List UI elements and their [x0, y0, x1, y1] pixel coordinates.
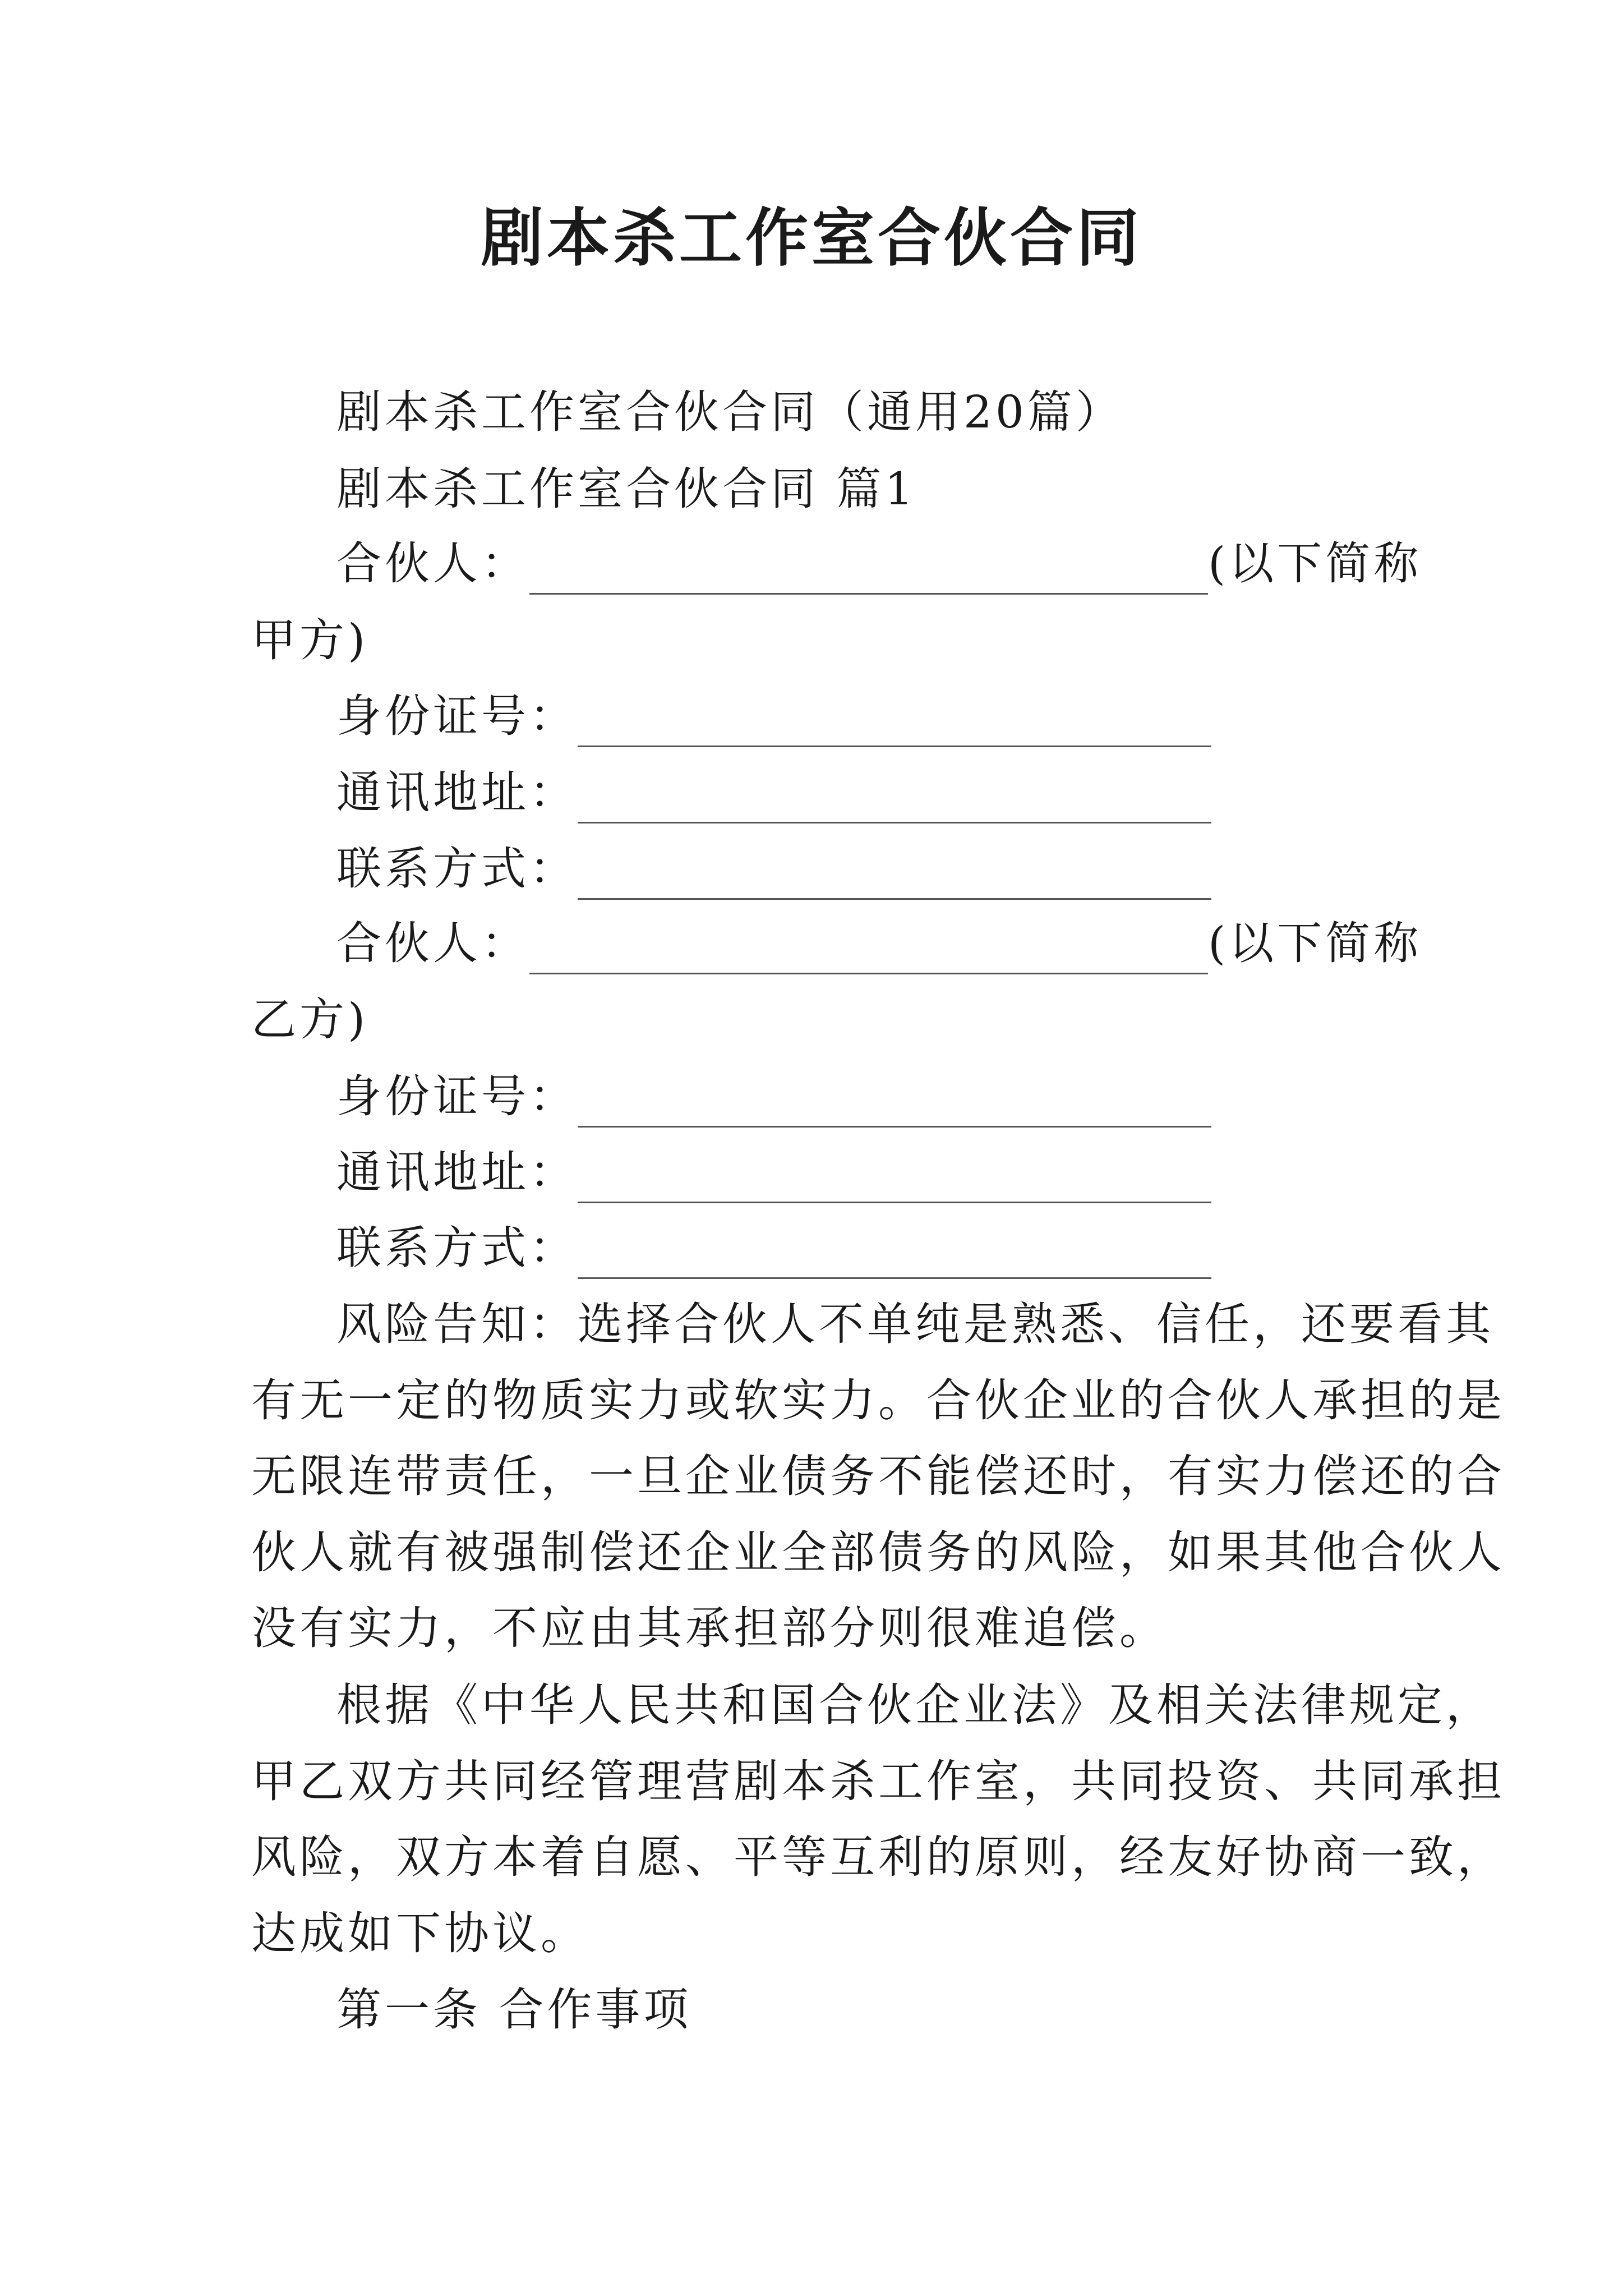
party-b-contact-label: 联系方式： — [336, 1222, 578, 1274]
risk-notice-line: 无限连带责任，一旦企业债务不能偿还时，有实力偿还的合 — [251, 1450, 1505, 1502]
party-a-alias-start: (以下简称 — [1208, 537, 1422, 590]
party-a-id-blank[interactable] — [578, 706, 1211, 747]
party-a-partner-row — [336, 533, 1422, 595]
party-b-partner-row — [336, 913, 1422, 974]
basis-line: 甲乙双方共同经管理营剧本杀工作室，共同投资、共同承担 — [251, 1755, 1505, 1807]
party-a-address-label: 通讯地址： — [336, 766, 578, 818]
party-b-id-label: 身份证号： — [336, 1070, 578, 1122]
party-b-contact-row — [336, 1217, 1211, 1279]
risk-notice-line: 有无一定的物质实力或软实力。合伙企业的合伙人承担的是 — [251, 1374, 1505, 1427]
party-a-address-blank[interactable] — [578, 783, 1211, 823]
risk-notice-line: 没有实力，不应由其承担部分则很难追偿。 — [251, 1602, 1168, 1654]
basis-line: 根据《中华人民共和国合伙企业法》及相关法律规定， — [336, 1679, 1494, 1731]
party-b-partner-label: 合伙人： — [336, 917, 529, 969]
basis-line: 达成如下协议。 — [251, 1907, 589, 1959]
section-title: 剧本杀工作室合伙合同 篇1 — [336, 463, 917, 515]
party-b-alias-start: (以下简称 — [1208, 917, 1422, 969]
party-b-contact-blank[interactable] — [578, 1238, 1211, 1279]
party-a-id-row — [336, 685, 1211, 747]
risk-notice-line: 伙人就有被强制偿还企业全部债务的风险，如果其他合伙人 — [251, 1526, 1505, 1579]
party-a-partner-blank[interactable] — [529, 554, 1208, 595]
party-a-contact-blank[interactable] — [578, 859, 1211, 900]
party-a-address-row — [336, 762, 1211, 823]
party-b-partner-blank[interactable] — [529, 933, 1208, 974]
party-a-id-label: 身份证号： — [336, 690, 578, 742]
party-b-address-label: 通讯地址： — [336, 1146, 578, 1198]
party-a-partner-label: 合伙人： — [336, 537, 529, 590]
article-1-heading: 第一条 合作事项 — [336, 1984, 692, 2036]
party-b-alias-end: 乙方) — [251, 993, 369, 1046]
document-title: 剧本杀工作室合伙合同 — [481, 201, 1142, 275]
party-b-address-row — [336, 1142, 1211, 1203]
party-a-contact-row — [336, 838, 1211, 900]
document-subtitle: 剧本杀工作室合伙合同（通用20篇） — [336, 386, 1124, 438]
party-a-alias-end: 甲方) — [251, 614, 369, 666]
party-b-id-blank[interactable] — [578, 1087, 1211, 1128]
party-a-contact-label: 联系方式： — [336, 843, 578, 895]
basis-line: 风险，双方本着自愿、平等互利的原则，经友好协商一致， — [251, 1831, 1505, 1883]
party-b-address-blank[interactable] — [578, 1162, 1211, 1203]
party-b-id-row — [336, 1066, 1211, 1128]
risk-notice-line: 风险告知：选择合伙人不单纯是熟悉、信任，还要看其 — [336, 1298, 1494, 1350]
